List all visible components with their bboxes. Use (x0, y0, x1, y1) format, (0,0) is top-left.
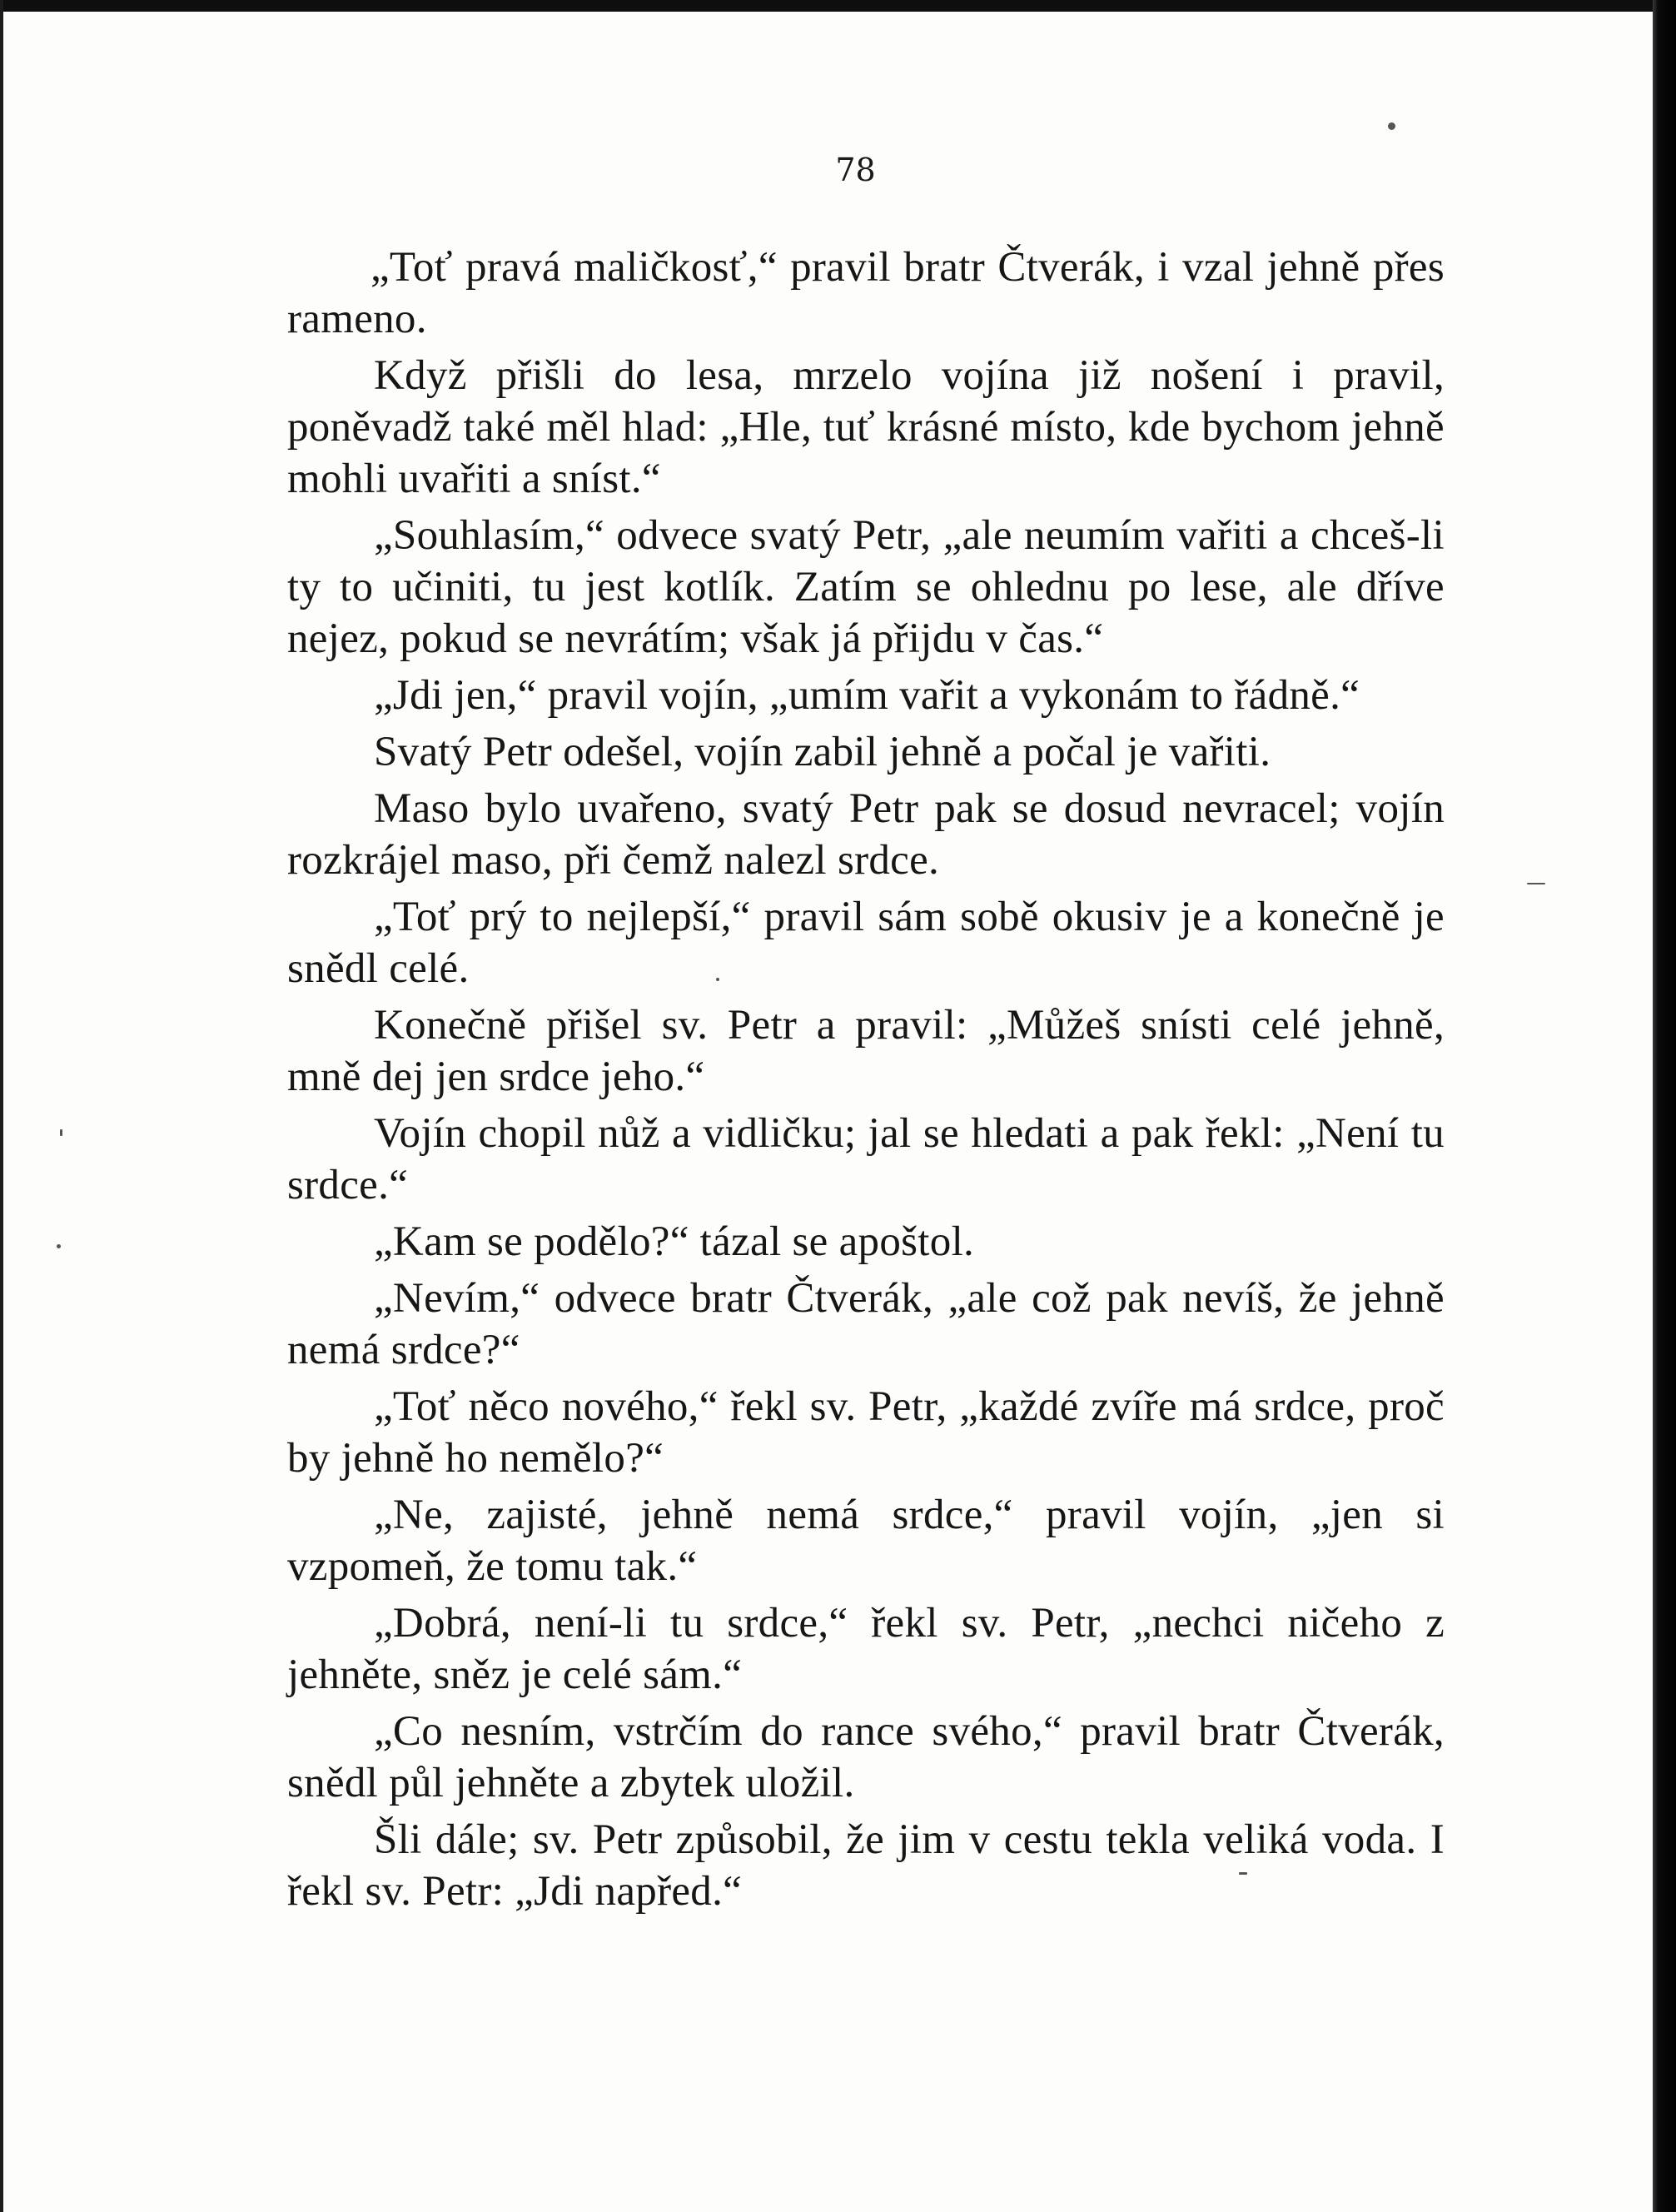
scan-speck (1388, 122, 1395, 130)
page-number: 78 (835, 152, 876, 188)
paragraph: „Jdi jen,“ pravil vojín, „umím vařit a vykonám to řádně.“ (374, 672, 1360, 719)
scan-speck (57, 1244, 61, 1248)
paragraph: Když přišli do lesa, mrzelo vojína již nošení i pravil, poněvadž také měl hlad: „Hle, tuť krásné místo, kde bychom jehně mohli uvařiti a sníst.“ (287, 352, 1445, 502)
paragraph: Konečně přišel sv. Petr a pravil: „Můžeš snísti celé jehně, mně dej jen srdce jeho.“ (287, 1002, 1445, 1100)
paragraph: „Ne, zajisté, jehně nemá srdce,“ pravil vojín, „jen si vzpomeň, že tomu tak.“ (287, 1492, 1445, 1590)
scan-border-right (1653, 0, 1676, 2212)
paragraph: Šli dále; sv. Petr způsobil, že jim v cestu tekla veliká voda. I řekl sv. Petr: „Jdi napřed.“ (287, 1816, 1445, 1915)
scan-speck (60, 1129, 62, 1136)
paragraph: „Toť prý to nejlepší,“ pravil sám sobě okusiv je a konečně je snědl celé. (287, 894, 1445, 992)
paragraph: „Kam se podělo?“ tázal se apoštol. (374, 1218, 975, 1265)
paragraph: „Co nesním, vstrčím do rance svého,“ pravil bratr Čtverák, snědl půl jehněte a zbytek uložil. (287, 1708, 1445, 1806)
body-text (287, 242, 1445, 1922)
paragraph: Maso bylo uvařeno, svatý Petr pak se dosud nevracel; vojín rozkrájel maso, při čemž nalezl srdce. (287, 785, 1445, 884)
scan-speck (1527, 883, 1545, 884)
paragraph: Vojín chopil nůž a vidličku; jal se hledati a pak řekl: „Není tu srdce.“ (287, 1110, 1445, 1208)
paragraph: „Dobrá, není-li tu srdce,“ řekl sv. Petr, „nechci ničeho z jehněte, sněz je celé sám.“ (287, 1600, 1445, 1698)
paragraph: „Souhlasím,“ odvece svatý Petr, „ale neumím vařiti a chceš-li ty to učiniti, tu jest kotlík. Zatím se ohlednu po lese, ale dříve nejez, pokud se nevrátím; však já přijdu v čas.“ (287, 512, 1445, 662)
scan-border-left (0, 0, 3, 2212)
scan-border-top (0, 0, 1676, 12)
paragraph: Svatý Petr odešel, vojín zabil jehně a počal je vařiti. (374, 729, 1271, 775)
paragraph: „Nevím,“ odvece bratr Čtverák, „ale což pak nevíš, že jehně nemá srdce?“ (287, 1275, 1445, 1373)
paragraph: „Toť něco nového,“ řekl sv. Petr, „každé zvíře má srdce, proč by jehně ho nemělo?“ (287, 1383, 1445, 1482)
paragraph: „Toť pravá maličkosť,“ pravil bratr Čtverák, i vzal jehně přes rameno. (287, 244, 1445, 342)
